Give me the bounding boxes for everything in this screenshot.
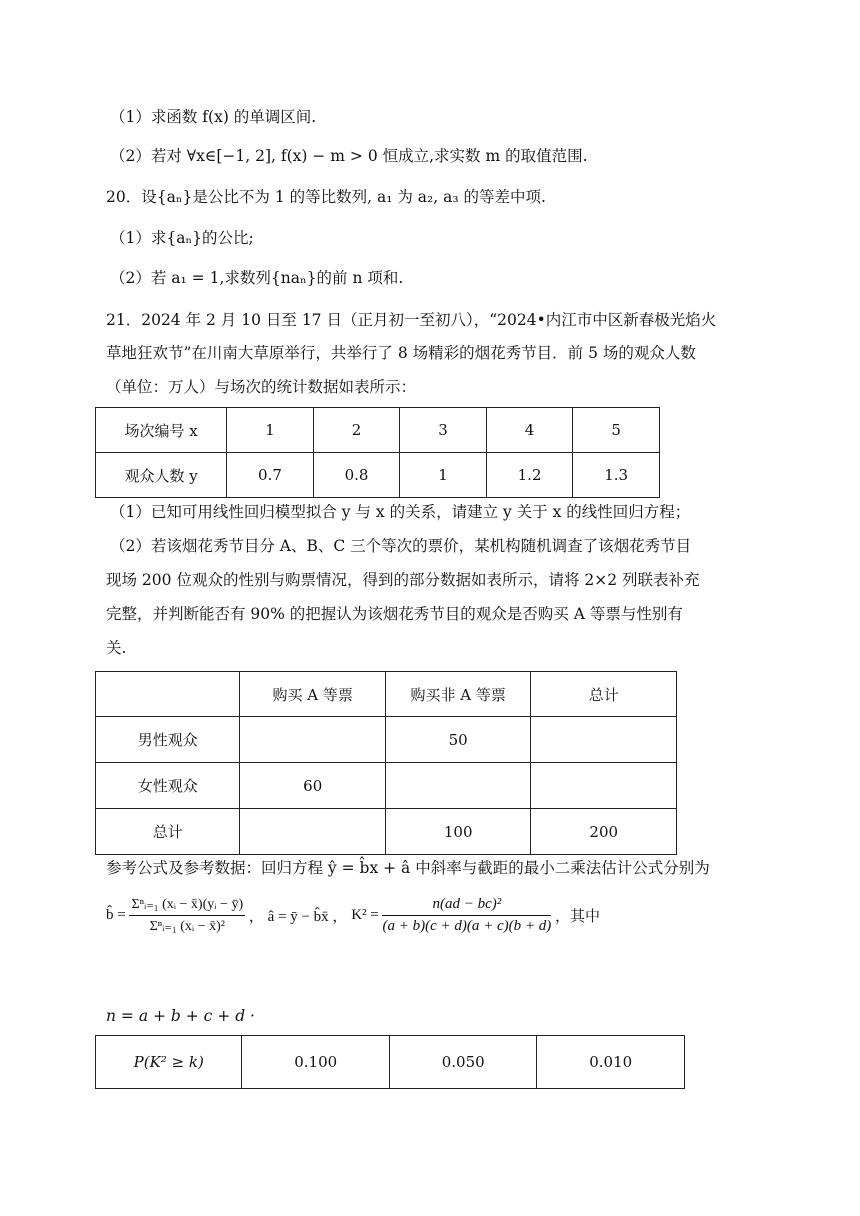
table-cell: 购买非 A 等票 <box>385 672 531 717</box>
formula-row <box>106 896 806 976</box>
table-cell: 1 <box>227 408 314 453</box>
table-cell: 购买 A 等票 <box>240 672 385 717</box>
contingency-table <box>95 671 677 855</box>
reference-line: 参考公式及参考数据：回归方程 ŷ = b̂x + â 中斜率与截距的最小二乘法估计公式分别为 <box>106 859 710 877</box>
formula-b-numerator: Σⁿᵢ₌₁ (xᵢ − x̄)(yᵢ − ȳ) <box>129 896 245 916</box>
table-cell <box>240 717 385 763</box>
formula-k-lhs: K² = <box>351 907 379 923</box>
table-cell: 1 <box>400 453 486 498</box>
table-cell: 观众人数 y <box>96 453 227 498</box>
table-cell: 1.2 <box>486 453 573 498</box>
q20-part2: （2）若 a₁ = 1,求数列{naₙ}的前 n 项和. <box>110 269 404 287</box>
formula-k-fraction <box>382 896 551 935</box>
table-cell: 总计 <box>531 672 677 717</box>
table-cell: 2 <box>313 408 400 453</box>
q21-line3: （单位：万人）与场次的统计数据如表所示： <box>106 378 417 396</box>
table-cell: 女性观众 <box>96 763 240 809</box>
table-cell <box>240 809 385 855</box>
k-squared-table <box>95 1035 685 1089</box>
q19-part1: （1）求函数 f(x) 的单调区间. <box>110 108 317 126</box>
table-cell: 200 <box>531 809 677 855</box>
table-cell: 总计 <box>96 809 240 855</box>
table-cell <box>531 763 677 809</box>
table-cell: 男性观众 <box>96 717 240 763</box>
table-cell: 0.050 <box>389 1036 537 1089</box>
table-cell: 60 <box>240 763 385 809</box>
formula-b-lhs: b̂ = <box>106 907 126 923</box>
formula-tail: ，其中 <box>555 909 601 925</box>
table-cell <box>531 717 677 763</box>
formula-k-numerator: n(ad − bc)² <box>382 896 551 916</box>
table-cell: 5 <box>573 408 660 453</box>
q21-part2-line1: （2）若该烟花秀节目分 A、B、C 三个等次的票价，某机构随机调查了该烟花秀节目 <box>110 537 692 555</box>
q21-part1: （1）已知可用线性回归模型拟合 y 与 x 的关系，请建立 y 关于 x 的线性回归方程； <box>110 503 691 521</box>
q21-part2-line3: 完整，并判断能否有 90% 的把握认为该烟花秀节目的观众是否购买 A 等票与性别有 <box>106 605 683 623</box>
formula-k-denominator: (a + b)(c + d)(a + c)(b + d) <box>382 918 552 934</box>
n-definition: n = a + b + c + d · <box>106 1007 255 1025</box>
table-cell: 3 <box>400 408 486 453</box>
table-cell: 4 <box>486 408 573 453</box>
formula-b-fraction <box>129 896 245 935</box>
q19-part2: （2）若对 ∀x∈[−1, 2], f(x) − m > 0 恒成立,求实数 m 的取值范围. <box>110 147 588 165</box>
formula-b-denominator: Σⁿᵢ₌₁ (xᵢ − x̄)² <box>149 919 225 934</box>
table-cell: 100 <box>385 809 531 855</box>
table-cell: 0.010 <box>537 1036 685 1089</box>
q20-part1: （1）求{aₙ}的公比; <box>110 229 254 247</box>
q21-part2-line4: 关. <box>106 639 127 657</box>
table-cell: 0.100 <box>242 1036 390 1089</box>
formula-a: ， â = ȳ − b̂x̄ ， <box>248 909 348 925</box>
q21-part2-line2: 现场 200 位观众的性别与购票情况，得到的部分数据如表所示，请将 2×2 列联表补充 <box>106 571 700 589</box>
table-cell: 50 <box>385 717 531 763</box>
table-cell <box>385 763 531 809</box>
table-cell: 1.3 <box>573 453 660 498</box>
table-cell <box>96 672 240 717</box>
data-table-viewers <box>95 407 660 498</box>
table-cell: P(K² ≥ k) <box>96 1036 242 1089</box>
q20-stem: 20．设{aₙ}是公比不为 1 的等比数列, a₁ 为 a₂, a₃ 的等差中项. <box>106 188 546 206</box>
table-cell: 场次编号 x <box>96 408 227 453</box>
q21-line1: 21．2024 年 2 月 10 日至 17 日（正月初一至初八），“2024•内江市中区新春极光焰火 <box>106 311 717 329</box>
table-cell: 0.8 <box>313 453 400 498</box>
table-cell: 0.7 <box>227 453 314 498</box>
q21-line2: 草地狂欢节”在川南大草原举行，共举行了 8 场精彩的烟花秀节目．前 5 场的观众人数 <box>106 344 696 362</box>
